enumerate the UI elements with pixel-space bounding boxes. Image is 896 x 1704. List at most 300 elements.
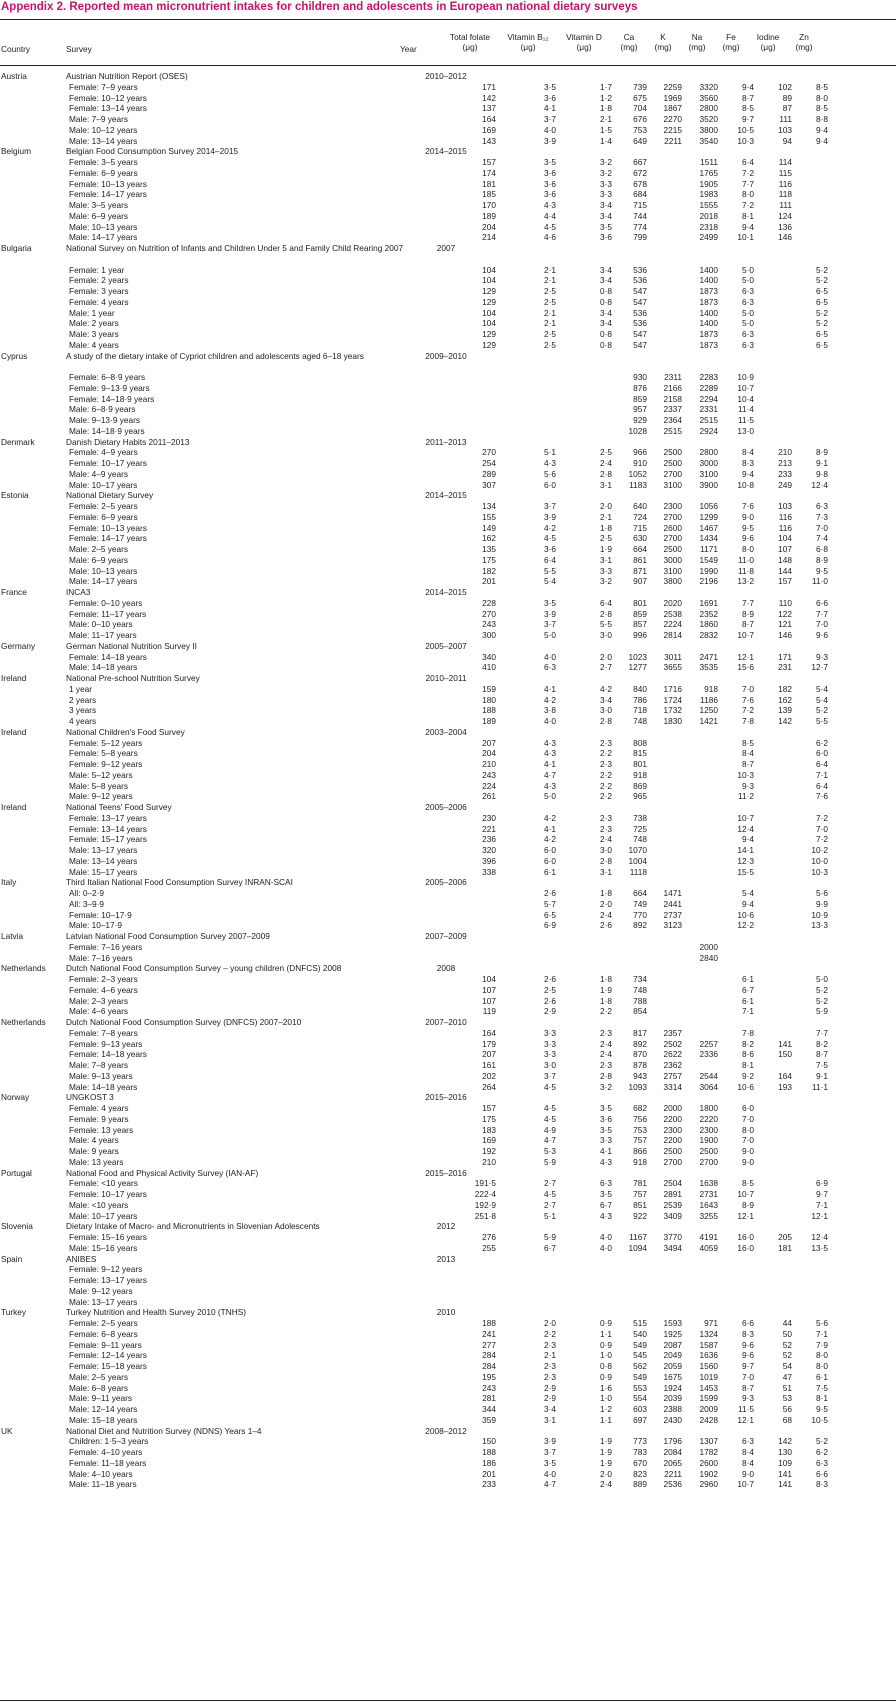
value-cell: 3·2 [600, 167, 612, 178]
value-cell: 1183 [629, 479, 647, 490]
table-row [0, 1114, 896, 1125]
table-row [0, 157, 896, 168]
value-cell: 2·2 [600, 748, 612, 759]
value-cell: 2166 [663, 382, 682, 393]
table-row [0, 1297, 896, 1308]
value-cell: 536 [633, 275, 647, 286]
group-label: Female: 13–17 years [69, 812, 147, 823]
value-cell: 2·0 [600, 1468, 612, 1479]
value-cell: 859 [633, 608, 647, 619]
group-label: Female: 9–13 years [69, 1038, 143, 1049]
value-cell: 2·2 [600, 791, 612, 802]
value-cell: 1905 [699, 178, 718, 189]
value-cell: 773 [633, 1436, 647, 1447]
group-label: Male: 7–9 years [69, 114, 129, 124]
value-cell: 1925 [663, 1328, 682, 1339]
header-col-3 [612, 33, 646, 52]
value-cell: 1867 [663, 103, 682, 114]
value-cell: 119 [482, 1006, 496, 1017]
table-row [0, 1125, 896, 1136]
value-cell: 2·6 [544, 995, 556, 1006]
header-col-name: Total folate [449, 32, 491, 42]
group-label: Male: 10–13 years [69, 565, 138, 576]
table-row [0, 458, 896, 469]
value-cell: 1186 [700, 694, 718, 705]
country-cell: Turkey [1, 1307, 27, 1318]
table-row [0, 447, 896, 458]
group-label: Female: 10–17 years [69, 458, 147, 468]
value-cell: 7·1 [816, 769, 828, 780]
value-cell: 3·2 [600, 1081, 612, 1092]
value-cell: 2311 [664, 372, 682, 382]
value-cell: 3·5 [544, 81, 556, 92]
value-cell: 781 [633, 1178, 647, 1189]
value-cell: 5·0 [742, 264, 754, 275]
value-cell: 3655 [663, 662, 682, 673]
value-cell: 195 [482, 1371, 496, 1382]
value-cell: 1·9 [600, 544, 612, 554]
value-cell: 251·8 [474, 1210, 496, 1221]
value-cell: 338 [482, 866, 496, 877]
survey-title: INCA3 [66, 587, 91, 597]
year-cell: 2007–2010 [425, 1017, 467, 1027]
header-year: Year [400, 44, 417, 54]
value-cell: 1796 [663, 1436, 682, 1447]
value-cell: 124 [778, 210, 792, 221]
value-cell: 210 [778, 447, 792, 458]
table-row [0, 899, 896, 910]
value-cell: 664 [633, 544, 647, 554]
value-cell: 2731 [699, 1189, 718, 1199]
value-cell: 3·9 [544, 1436, 556, 1447]
value-cell: 284 [482, 1361, 496, 1371]
value-cell: 2·6 [544, 888, 556, 898]
value-cell: 7·0 [742, 683, 754, 694]
value-cell: 2·3 [600, 737, 612, 748]
value-cell: 2622 [663, 1049, 682, 1060]
value-cell: 1732 [663, 705, 682, 716]
value-cell: 4·3 [600, 1156, 612, 1167]
country-cell: Germany [1, 640, 36, 651]
value-cell: 192 [482, 1146, 496, 1156]
value-cell: 1·8 [600, 888, 612, 898]
value-cell: 2·8 [600, 855, 612, 866]
value-cell: 104 [482, 264, 496, 275]
value-cell: 340 [482, 651, 496, 662]
value-cell: 2·3 [544, 1371, 556, 1382]
value-cell: 4·5 [544, 1103, 556, 1113]
value-cell: 210 [482, 759, 496, 769]
table-row [0, 953, 896, 964]
table-row [0, 168, 896, 179]
value-cell: 7·5 [816, 1060, 828, 1070]
value-cell: 3·3 [600, 565, 612, 576]
value-cell: 146 [778, 232, 792, 243]
group-label: Male: 6–9 years [69, 210, 129, 221]
value-cell: 2·4 [600, 834, 612, 845]
value-cell: 3·5 [600, 1103, 612, 1113]
value-cell: 6·0 [544, 855, 556, 866]
value-cell: 1900 [699, 1135, 718, 1146]
value-cell: 734 [633, 974, 647, 984]
value-cell: 9·0 [742, 1146, 754, 1156]
value-cell: 162 [778, 694, 792, 705]
group-label: Female: 10–17 years [69, 1189, 147, 1199]
value-cell: 4059 [699, 1242, 718, 1253]
table-row [0, 888, 896, 899]
value-cell: 221 [482, 823, 496, 834]
value-cell: 14·1 [737, 845, 754, 855]
group-label: Female: 10–17·9 [69, 909, 132, 920]
value-cell: 6·3 [742, 329, 754, 339]
value-cell: 918 [704, 683, 718, 694]
group-label: Male: 14–18·9 years [69, 425, 145, 436]
value-cell: 5·6 [816, 1318, 828, 1328]
group-label: Male: 9–13·9 years [69, 415, 141, 425]
value-cell: 249 [778, 479, 792, 490]
value-cell: 10·6 [737, 909, 754, 920]
value-cell: 188 [482, 705, 496, 716]
table-row [0, 662, 896, 673]
value-cell: 1467 [699, 522, 718, 533]
group-label: Male: 13–14 years [69, 855, 138, 866]
value-cell: 10·9 [811, 909, 828, 920]
value-cell: 2·2 [600, 1006, 612, 1017]
value-cell: 1587 [699, 1339, 718, 1350]
value-cell: 922 [633, 1210, 647, 1221]
value-cell: 56 [782, 1404, 792, 1414]
value-cell: 4·0 [600, 1242, 612, 1253]
table-row [0, 308, 896, 319]
table-row [0, 179, 896, 190]
value-cell: 971 [704, 1318, 718, 1328]
table-row [0, 404, 896, 415]
value-cell: 1·8 [600, 974, 612, 984]
value-cell: 3·6 [544, 544, 556, 554]
year-cell: 2014–2015 [425, 490, 467, 501]
header-col-unit: (mg) [722, 41, 740, 52]
value-cell: 2000 [663, 1103, 682, 1113]
value-cell: 8·1 [742, 210, 754, 221]
group-label: Female: 4 years [69, 1103, 129, 1113]
value-cell: 270 [482, 447, 496, 458]
value-cell: 7·2 [816, 834, 828, 845]
group-label: Female: 7–16 years [69, 941, 143, 952]
value-cell: 104 [482, 275, 496, 286]
value-cell: 2352 [699, 608, 718, 619]
value-cell: 2·8 [600, 608, 612, 619]
value-cell: 8·6 [742, 1049, 754, 1060]
value-cell: 1307 [699, 1436, 718, 1447]
table-row [0, 1103, 896, 1114]
country-cell: Cyprus [1, 350, 28, 361]
value-cell: 4·1 [544, 103, 556, 114]
value-cell: 1599 [699, 1393, 718, 1404]
value-cell: 3·0 [600, 705, 612, 716]
country-cell: Italy [1, 877, 17, 888]
value-cell: 2·5 [600, 447, 612, 458]
value-cell: 8·0 [742, 1124, 754, 1135]
country-cell: Austria [1, 71, 27, 81]
value-cell: 2500 [663, 1146, 682, 1156]
year-cell: 2005–2006 [425, 802, 467, 812]
value-cell: 715 [633, 200, 647, 210]
group-label: Female: 14–17 years [69, 533, 147, 544]
value-cell: 5·4 [742, 888, 754, 898]
table-row [0, 824, 896, 835]
value-cell: 2·5 [544, 339, 556, 350]
value-cell: 788 [633, 995, 647, 1006]
value-cell: 2196 [699, 576, 718, 587]
value-cell: 104 [482, 974, 496, 984]
value-cell: 3·5 [600, 1189, 612, 1199]
value-cell: 918 [633, 1156, 647, 1167]
value-cell: 630 [633, 533, 647, 544]
country-cell: Estonia [1, 490, 29, 501]
value-cell: 2·9 [544, 1393, 556, 1404]
value-cell: 1·1 [600, 1328, 612, 1339]
survey-title: A study of the dietary intake of Cypriot children and adolescents aged 6–18 years [66, 350, 364, 361]
group-label: Male: 3 years [69, 329, 119, 339]
value-cell: 2·3 [544, 1361, 556, 1371]
value-cell: 2020 [663, 597, 682, 608]
group-label: Male: 6–8 years [69, 1382, 129, 1393]
value-cell: 4·3 [600, 1210, 612, 1221]
table-row [0, 1372, 896, 1383]
value-cell: 3560 [699, 92, 718, 103]
value-cell: 7·9 [816, 1339, 828, 1350]
value-cell: 243 [482, 619, 496, 630]
value-cell: 16·0 [737, 1242, 754, 1253]
value-cell: 116 [778, 522, 792, 533]
value-cell: 1555 [699, 200, 718, 210]
value-cell: 159 [482, 683, 496, 694]
value-cell: 116 [778, 178, 792, 189]
value-cell: 2·3 [600, 812, 612, 823]
value-cell: 142 [778, 716, 792, 726]
value-cell: 6·3 [742, 286, 754, 296]
value-cell: 6·7 [742, 984, 754, 995]
value-cell: 277 [482, 1339, 496, 1350]
value-cell: 2515 [663, 425, 682, 436]
value-cell: 3·5 [544, 597, 556, 608]
value-cell: 4·2 [544, 812, 556, 823]
value-cell: 122 [778, 608, 792, 619]
value-cell: 3·8 [544, 705, 556, 716]
value-cell: 7·2 [742, 167, 754, 178]
group-label: Female: 2–5 years [69, 501, 138, 511]
table-row [0, 845, 896, 856]
value-cell: 5·6 [544, 468, 556, 479]
value-cell: 162 [482, 533, 496, 544]
value-cell: 2757 [663, 1070, 682, 1081]
value-cell: 2362 [663, 1060, 682, 1070]
value-cell: 3·3 [600, 189, 612, 200]
value-cell: 757 [633, 1135, 647, 1146]
value-cell: 801 [633, 759, 647, 769]
year-cell: 2014–2015 [425, 587, 467, 597]
table-row [0, 1383, 896, 1394]
value-cell: 2200 [663, 1135, 682, 1146]
value-cell: 9·3 [816, 651, 828, 662]
group-label: Children: 1·5–3 years [69, 1436, 149, 1447]
group-label: 3 years [69, 705, 97, 716]
value-cell: 8·9 [816, 554, 828, 565]
value-cell: 8·7 [742, 1382, 754, 1393]
value-cell: 4·1 [544, 683, 556, 694]
table-row [0, 609, 896, 620]
value-cell: 697 [633, 1414, 647, 1425]
table-row [0, 103, 896, 114]
value-cell: 536 [633, 264, 647, 275]
value-cell: 9·7 [816, 1189, 828, 1199]
table-row [0, 813, 896, 824]
value-cell: 5·9 [816, 1006, 828, 1017]
value-cell: 185 [482, 189, 496, 200]
value-cell: 871 [633, 565, 647, 576]
group-label: Male: 5–12 years [69, 769, 133, 780]
value-cell: 181 [482, 178, 496, 189]
value-cell: 6·8 [816, 544, 828, 554]
value-cell: 2441 [663, 898, 682, 909]
value-cell: 188 [482, 1447, 496, 1457]
value-cell: 3·9 [544, 135, 556, 146]
table-row [0, 1469, 896, 1480]
group-label: Male: 13–17 years [69, 1296, 138, 1307]
value-cell: 207 [482, 737, 496, 748]
table-row [0, 1436, 896, 1447]
value-cell: 5·0 [544, 630, 556, 640]
group-label: Female: 10–13 years [69, 522, 147, 533]
table-row [0, 469, 896, 480]
value-cell: 1·7 [600, 81, 612, 92]
value-cell: 109 [778, 1457, 792, 1468]
value-cell: 8·9 [742, 608, 754, 619]
value-cell: 2600 [699, 1457, 718, 1468]
value-cell: 4·1 [544, 823, 556, 834]
table-row [0, 1264, 896, 1275]
group-label: Female: 10–13 years [69, 178, 147, 189]
value-cell: 7·0 [816, 619, 828, 630]
value-cell: 149 [482, 522, 496, 533]
value-cell: 5·2 [816, 705, 828, 716]
header-col-name: Vitamin B₁₂ [507, 32, 549, 42]
value-cell: 9·5 [742, 522, 754, 533]
value-cell: 3·2 [600, 157, 612, 167]
table-row [0, 383, 896, 394]
value-cell: 1070 [628, 845, 647, 855]
survey-row [0, 727, 896, 738]
value-cell: 104 [778, 533, 792, 544]
value-cell: 1·9 [600, 1457, 612, 1468]
value-cell: 13·0 [737, 425, 754, 436]
value-cell: 3·3 [600, 1135, 612, 1146]
survey-row [0, 146, 896, 157]
value-cell: 892 [633, 920, 647, 931]
value-cell: 715 [633, 522, 647, 533]
value-cell: 9·0 [742, 1156, 754, 1167]
value-cell: 5·3 [544, 1146, 556, 1156]
value-cell: 876 [633, 382, 647, 393]
value-cell: 3800 [699, 124, 718, 135]
group-label: Female: 6–8 years [69, 1328, 138, 1339]
value-cell: 7·6 [742, 501, 754, 511]
value-cell: 1434 [699, 533, 718, 544]
value-cell: 7·0 [816, 522, 828, 533]
survey-title: National Pre-school Nutrition Survey [66, 673, 200, 683]
value-cell: 6·3 [816, 501, 828, 511]
value-cell: 4·5 [544, 1113, 556, 1124]
value-cell: 7·7 [816, 608, 828, 619]
table-row [0, 576, 896, 587]
value-cell: 929 [633, 415, 647, 425]
group-label: Female: 5–12 years [69, 737, 143, 748]
value-cell: 3520 [699, 114, 718, 124]
group-label: Female: 3 years [69, 286, 129, 296]
table-row [0, 189, 896, 200]
value-cell: 1324 [699, 1328, 718, 1339]
value-cell: 1019 [699, 1371, 718, 1382]
country-cell: Ireland [1, 726, 27, 737]
value-cell: 107 [482, 984, 496, 995]
value-cell: 8·9 [816, 447, 828, 458]
value-cell: 164 [482, 1027, 496, 1038]
group-label: Female: 2–3 years [69, 974, 138, 984]
value-cell: 4·5 [544, 533, 556, 544]
value-cell: 1299 [699, 511, 718, 522]
table-row [0, 867, 896, 878]
value-cell: 1093 [628, 1081, 647, 1092]
value-cell: 6·4 [600, 597, 612, 608]
value-cell: 1873 [699, 329, 718, 339]
value-cell: 1·8 [600, 995, 612, 1006]
table-row [0, 1049, 896, 1060]
group-label: Male: 13–17 years [69, 845, 138, 855]
header-col-unit: (mg) [620, 41, 638, 52]
value-cell: 3100 [699, 468, 718, 479]
table-row [0, 544, 896, 555]
value-cell: 11·1 [812, 1081, 828, 1092]
survey-row [0, 1168, 896, 1179]
value-cell: 5·5 [816, 716, 828, 726]
group-label: Female: 15–16 years [69, 1232, 147, 1242]
survey-row [0, 1426, 896, 1437]
value-cell: 545 [633, 1350, 647, 1361]
value-cell: 3000 [699, 458, 718, 468]
value-cell: 672 [633, 167, 647, 178]
value-cell: 11·4 [738, 404, 754, 415]
table-row [0, 211, 896, 222]
group-label: Male: 15–17 years [69, 866, 138, 877]
value-cell: 254 [482, 458, 496, 468]
value-cell: 12·4 [811, 1232, 828, 1242]
value-cell: 815 [633, 748, 647, 759]
value-cell: 3·5 [544, 1457, 556, 1468]
value-cell: 182 [482, 565, 496, 576]
survey-row [0, 877, 896, 888]
value-cell: 44 [782, 1318, 792, 1328]
value-cell: 6·2 [816, 1447, 828, 1457]
value-cell: 1·2 [600, 92, 612, 103]
value-cell: 7·3 [816, 511, 828, 522]
value-cell: 756 [633, 1113, 647, 1124]
value-cell: 3·9 [544, 608, 556, 619]
header-col-unit: (μg) [520, 41, 536, 52]
value-cell: 753 [633, 124, 647, 135]
group-label: 1 year [69, 683, 93, 694]
value-cell: 2·5 [544, 984, 556, 995]
table-row [0, 297, 896, 308]
